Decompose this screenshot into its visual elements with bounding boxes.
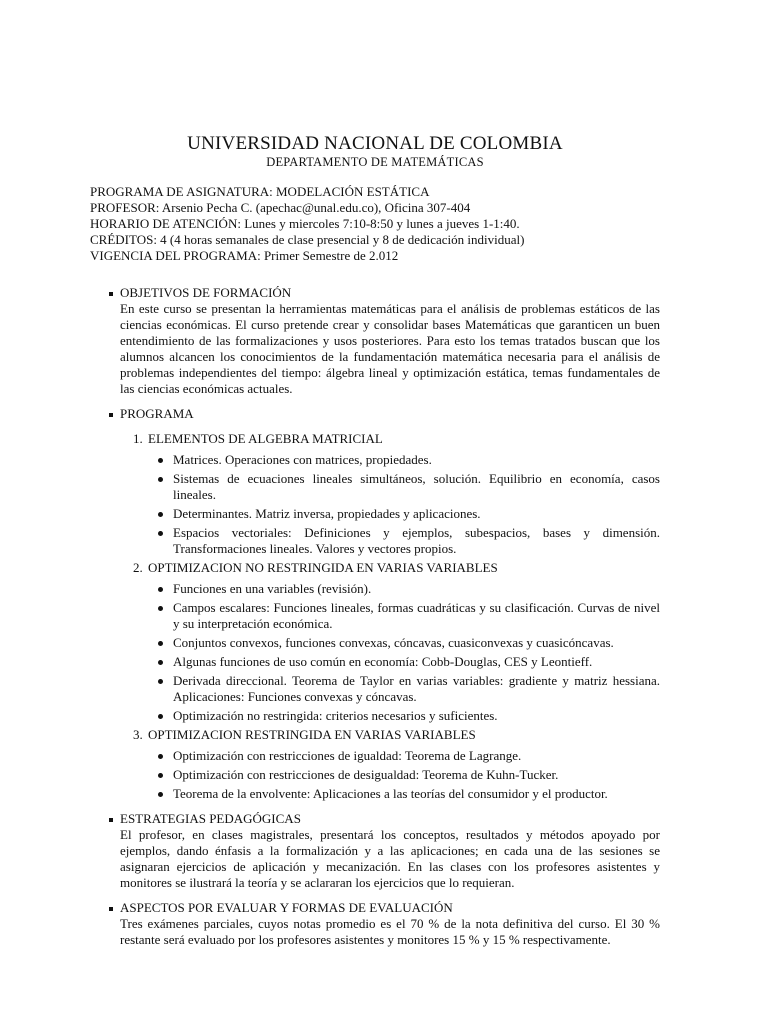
square-bullet-icon xyxy=(109,413,113,417)
programa-subsections xyxy=(120,431,660,802)
list-item: Optimización con restricciones de desigualdad: Teorema de Kuhn-Tucker. xyxy=(148,767,660,783)
info-line-credits: CRÉDITOS: 4 (4 horas semanales de clase presencial y 8 de dedicación individual) xyxy=(90,232,525,247)
subsection-number: 2. xyxy=(133,560,143,575)
bullet-dot-icon xyxy=(158,641,163,646)
sections-list xyxy=(90,285,660,948)
bullet-dot-icon xyxy=(158,792,163,797)
square-bullet-icon xyxy=(109,907,113,911)
list-item: Matrices. Operaciones con matrices, propiedades. xyxy=(148,452,660,468)
section-title: ASPECTOS POR EVALUAR Y FORMAS DE EVALUACIÓN xyxy=(120,900,453,915)
square-bullet-icon xyxy=(109,818,113,822)
info-line-office-hours: HORARIO DE ATENCIÓN: Lunes y miercoles 7:10-8:50 y lunes a jueves 1-1:40. xyxy=(90,216,520,231)
subsection-algebra xyxy=(120,431,660,557)
section-objetivos xyxy=(90,285,660,397)
subsection-title: OPTIMIZACION NO RESTRINGIDA EN VARIAS VARIABLES xyxy=(148,560,498,575)
list-item: Optimización no restringida: criterios necesarios y suficientes. xyxy=(148,708,660,724)
info-line-validity: VIGENCIA DEL PROGRAMA: Primer Semestre de 2.012 xyxy=(90,248,399,263)
info-line-program: PROGRAMA DE ASIGNATURA: MODELACIÓN ESTÁTICA xyxy=(90,184,430,199)
bullet-dot-icon xyxy=(158,714,163,719)
list-item: Algunas funciones de uso común en economía: Cobb-Douglas, CES y Leontieff. xyxy=(148,654,660,670)
section-evaluacion xyxy=(90,900,660,948)
bullet-dot-icon xyxy=(158,660,163,665)
section-text: El profesor, en clases magistrales, presentará los conceptos, resultados y métodos apoyado por ejemplos, dando énfasis a la formalización y a las aplicaciones; en cada una de las sesiones se asignaran ejercicios de aplicación y mecanización. En las clases con los profesores asistentes y monitores se ilustrará la teoría y se aclararan los ejercicios que lo requieran. xyxy=(120,827,660,890)
bullet-dot-icon xyxy=(158,606,163,611)
list-item: Funciones en una variables (revisión). xyxy=(148,581,660,597)
course-info-block xyxy=(90,184,660,264)
list-item: Sistemas de ecuaciones lineales simultáneos, solución. Equilibrio en economía, casos lineales. xyxy=(148,471,660,503)
university-title: UNIVERSIDAD NACIONAL DE COLOMBIA xyxy=(187,133,563,154)
bullet-dot-icon xyxy=(158,754,163,759)
subsection-title: ELEMENTOS DE ALGEBRA MATRICIAL xyxy=(148,431,383,446)
bullet-dot-icon xyxy=(158,679,163,684)
bullet-dot-icon xyxy=(158,458,163,463)
section-title: PROGRAMA xyxy=(120,406,194,421)
section-estrategias xyxy=(90,811,660,891)
section-text: Tres exámenes parciales, cuyos notas promedio es el 70 % de la nota definitiva del curso. El 30 % restante será evaluado por los profesores asistentes y monitores 15 % y 15 % respectivamente. xyxy=(120,916,660,947)
section-programa xyxy=(90,406,660,802)
list-item: Conjuntos convexos, funciones convexas, cóncavas, cuasiconvexas y cuasicóncavas. xyxy=(148,635,660,651)
list-item: Teorema de la envolvente: Aplicaciones a las teorías del consumidor y el productor. xyxy=(148,786,660,802)
list-item: Determinantes. Matriz inversa, propiedades y aplicaciones. xyxy=(148,506,660,522)
info-line-professor: PROFESOR: Arsenio Pecha C. (apechac@unal.edu.co), Oficina 307-404 xyxy=(90,200,471,215)
department-subtitle: DEPARTAMENTO DE MATEMÁTICAS xyxy=(266,155,484,169)
subsection-optimizacion-restringida xyxy=(120,727,660,802)
subsection-title: OPTIMIZACION RESTRINGIDA EN VARIAS VARIABLES xyxy=(148,727,476,742)
list-item: Espacios vectoriales: Definiciones y ejemplos, subespacios, bases y dimensión. Transformaciones lineales. Valores y vectores propios. xyxy=(148,525,660,557)
bullet-dot-icon xyxy=(158,587,163,592)
subsection-optimizacion-no-restringida xyxy=(120,560,660,724)
list-item: Campos escalares: Funciones lineales, formas cuadráticas y su clasificación. Curvas de nivel y su interpretación económica. xyxy=(148,600,660,632)
bullet-dot-icon xyxy=(158,773,163,778)
document-content xyxy=(90,133,660,957)
section-title: OBJETIVOS DE FORMACIÓN xyxy=(120,285,292,300)
section-text: En este curso se presentan la herramientas matemáticas para el análisis de problemas estáticos de las ciencias económicas. El curso pretende crear y consolidar bases Matemáticas que garanticen un buen entendimiento de las formalizaciones y usos posteriores. Para esto los temas tratados buscan que los alumnos alcancen los conocimientos de la fundamentación matemática necesaria para el análisis de problemas independientes del tiempo: álgebra lineal y optimización estática, temas fundamentales de las ciencias económicas actuales. xyxy=(120,301,660,396)
section-title: ESTRATEGIAS PEDAGÓGICAS xyxy=(120,811,301,826)
bullet-dot-icon xyxy=(158,531,163,536)
bullet-dot-icon xyxy=(158,512,163,517)
list-item: Derivada direccional. Teorema de Taylor en varias variables: gradiente y matriz hessiana. Aplicaciones: Funciones convexas y cóncavas. xyxy=(148,673,660,705)
subsection-number: 3. xyxy=(133,727,143,742)
subsection-number: 1. xyxy=(133,431,143,446)
bullet-dot-icon xyxy=(158,477,163,482)
square-bullet-icon xyxy=(109,292,113,296)
list-item: Optimización con restricciones de igualdad: Teorema de Lagrange. xyxy=(148,748,660,764)
